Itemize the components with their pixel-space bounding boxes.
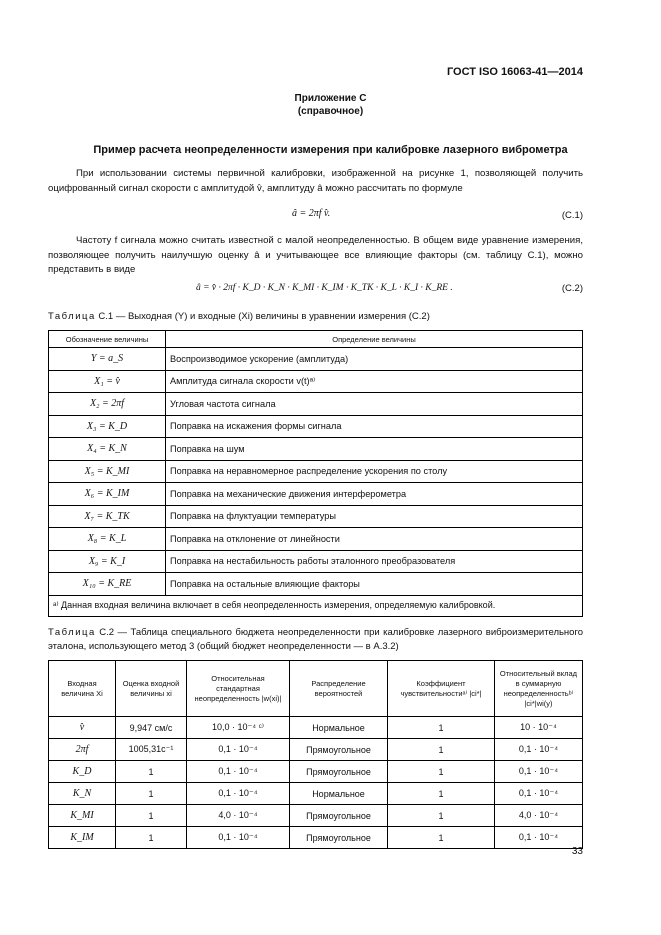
table-row bbox=[49, 483, 583, 506]
table-row bbox=[49, 370, 583, 393]
cell-uncertainty: 4,0 · 10⁻⁴ bbox=[187, 805, 290, 827]
section-title: Пример расчета неопределенности измерения при калибровке лазерного виброметра bbox=[93, 144, 568, 156]
cell-sensitivity: 1 bbox=[388, 827, 495, 849]
cell-uncertainty: 0,1 · 10⁻⁴ bbox=[187, 761, 290, 783]
table2-header-rel-uncertainty: Относительная стандартная неопределенность |w(xi)| bbox=[187, 661, 290, 717]
cell-uncertainty: 0,1 · 10⁻⁴ bbox=[187, 739, 290, 761]
table-row bbox=[49, 573, 583, 596]
quantity-symbol: X₉ = K_I bbox=[49, 550, 166, 573]
quantity-definition: Поправка на остальные влияющие факторы bbox=[166, 573, 583, 596]
table-row bbox=[49, 415, 583, 438]
quantity-symbol: X₅ = K_MI bbox=[49, 460, 166, 483]
cell-uncertainty: 0,1 · 10⁻⁴ bbox=[187, 783, 290, 805]
cell-input: K_IM bbox=[49, 827, 116, 849]
cell-input: K_MI bbox=[49, 805, 116, 827]
cell-sensitivity: 1 bbox=[388, 783, 495, 805]
table-row bbox=[49, 460, 583, 483]
table-row bbox=[49, 528, 583, 551]
table-row bbox=[49, 739, 583, 761]
table1-header-definition: Определение величины bbox=[166, 331, 583, 348]
quantity-symbol: Y = a_S bbox=[49, 348, 166, 371]
cell-contribution: 0,1 · 10⁻⁴ bbox=[495, 783, 583, 805]
cell-sensitivity: 1 bbox=[388, 717, 495, 739]
table-row bbox=[49, 761, 583, 783]
equation-number-c1: (С.1) bbox=[561, 210, 583, 221]
cell-input: K_N bbox=[49, 783, 116, 805]
equation-number-c2: (С.2) bbox=[561, 283, 583, 294]
cell-distribution: Нормальное bbox=[290, 717, 388, 739]
page-number: 33 bbox=[571, 846, 583, 857]
table-row bbox=[49, 783, 583, 805]
table-row bbox=[49, 438, 583, 461]
quantity-definition: Воспроизводимое ускорение (амплитуда) bbox=[166, 348, 583, 371]
table-row bbox=[49, 827, 583, 849]
table-row bbox=[49, 393, 583, 416]
cell-distribution: Прямоугольное bbox=[290, 761, 388, 783]
table1-label: Таблица bbox=[48, 311, 96, 322]
cell-contribution: 4,0 · 10⁻⁴ bbox=[495, 805, 583, 827]
table2-label: Таблица bbox=[48, 627, 96, 638]
quantity-symbol: X₄ = K_N bbox=[49, 438, 166, 461]
quantity-symbol: X₁ = v̂ bbox=[49, 370, 166, 393]
cell-sensitivity: 1 bbox=[388, 761, 495, 783]
table2-caption bbox=[48, 626, 583, 654]
cell-estimate: 1 bbox=[116, 783, 187, 805]
table-input-quantities bbox=[48, 330, 583, 617]
formula-c2: â = v̂ · 2πf · K_D · K_N · K_MI · K_IM · K_TK · K_L · K_I · K_RE . bbox=[196, 283, 453, 293]
table1-caption bbox=[48, 310, 583, 324]
quantity-symbol: X₇ = K_TK bbox=[49, 505, 166, 528]
cell-uncertainty: 10,0 · 10⁻⁴ ᶜ⁾ bbox=[187, 717, 290, 739]
cell-estimate: 1005,31с⁻¹ bbox=[116, 739, 187, 761]
cell-sensitivity: 1 bbox=[388, 739, 495, 761]
cell-contribution: 10 · 10⁻⁴ bbox=[495, 717, 583, 739]
table-uncertainty-budget bbox=[48, 660, 583, 849]
quantity-definition: Поправка на отклонение от линейности bbox=[166, 528, 583, 551]
formula-c1: â = 2πf v̂. bbox=[292, 208, 331, 219]
quantity-definition: Поправка на механические движения интерферометра bbox=[166, 483, 583, 506]
quantity-definition: Поправка на шум bbox=[166, 438, 583, 461]
table-row bbox=[49, 550, 583, 573]
table2-header-sensitivity: Коэффициент чувствительностиᵃ⁾ |ci*| bbox=[388, 661, 495, 717]
cell-distribution: Нормальное bbox=[290, 783, 388, 805]
cell-sensitivity: 1 bbox=[388, 805, 495, 827]
quantity-definition: Угловая частота сигнала bbox=[166, 393, 583, 416]
annex-title: Приложение С bbox=[294, 93, 367, 104]
table2-header-row bbox=[49, 661, 583, 717]
cell-estimate: 1 bbox=[116, 805, 187, 827]
standard-designation: ГОСТ ISO 16063-41—2014 bbox=[446, 66, 583, 78]
table1-footnote: ᵃ⁾ Данная входная величина включает в себя неопределенность измерения, определяемую калибровкой. bbox=[49, 595, 583, 616]
cell-contribution: 0,1 · 10⁻⁴ bbox=[495, 827, 583, 849]
table2-caption-text: С.2 — Таблица специального бюджета неопределенности при калибровке лазерного виброизмерительного эталона, использующего метод 3 (общий бюджет неопределенности — в А.3.2) bbox=[48, 627, 584, 652]
paragraph-1: При использовании системы первичной калибровки, изображенной на рисунке 1, позволяющей получить оцифрованный сигнал скорости с амплитудой v̂, амплитуду â можно рассчитать по формуле bbox=[48, 168, 583, 194]
cell-input: K_D bbox=[49, 761, 116, 783]
cell-distribution: Прямоугольное bbox=[290, 739, 388, 761]
quantity-symbol: X₆ = K_IM bbox=[49, 483, 166, 506]
cell-estimate: 1 bbox=[116, 761, 187, 783]
cell-uncertainty: 0,1 · 10⁻⁴ bbox=[187, 827, 290, 849]
quantity-symbol: X₈ = K_L bbox=[49, 528, 166, 551]
table1-footnote-row bbox=[49, 595, 583, 616]
quantity-definition: Поправка на неравномерное распределение ускорения по столу bbox=[166, 460, 583, 483]
quantity-symbol: X₁₀ = K_RE bbox=[49, 573, 166, 596]
table-row bbox=[49, 348, 583, 371]
table1-caption-text: С.1 — Выходная (Y) и входные (Xi) величины в уравнении измерения (С.2) bbox=[98, 311, 430, 322]
table-row bbox=[49, 717, 583, 739]
quantity-symbol: X₃ = K_D bbox=[49, 415, 166, 438]
paragraph-2: Частоту f сигнала можно считать известной с малой неопределенностью. В общем виде уравнение измерения, позволяющее получить наилучшую оценку â и учитывающее все влияющие факторы (см. таблицу С.1), можно представить в виде bbox=[48, 235, 583, 275]
quantity-symbol: X₂ = 2πf bbox=[49, 393, 166, 416]
table2-header-input: Входная величина Xi bbox=[49, 661, 116, 717]
table-row bbox=[49, 505, 583, 528]
table2-header-distribution: Распределение вероятностей bbox=[290, 661, 388, 717]
cell-estimate: 9,947 см/с bbox=[116, 717, 187, 739]
cell-contribution: 0,1 · 10⁻⁴ bbox=[495, 761, 583, 783]
cell-input: v̂ bbox=[49, 717, 116, 739]
table2-header-estimate: Оценка входной величины xi bbox=[116, 661, 187, 717]
cell-estimate: 1 bbox=[116, 827, 187, 849]
cell-distribution: Прямоугольное bbox=[290, 805, 388, 827]
table1-header-row bbox=[49, 331, 583, 348]
table-row bbox=[49, 805, 583, 827]
table1-header-symbol: Обозначение величины bbox=[49, 331, 166, 348]
cell-distribution: Прямоугольное bbox=[290, 827, 388, 849]
quantity-definition: Поправка на флуктуации температуры bbox=[166, 505, 583, 528]
cell-contribution: 0,1 · 10⁻⁴ bbox=[495, 739, 583, 761]
cell-input: 2πf bbox=[49, 739, 116, 761]
quantity-definition: Поправка на нестабильность работы эталонного преобразователя bbox=[166, 550, 583, 573]
table2-header-contribution: Относительный вклад в суммарную неопределенностьᵇ⁾ |ci*|wi(y) bbox=[495, 661, 583, 717]
quantity-definition: Поправка на искажения формы сигнала bbox=[166, 415, 583, 438]
quantity-definition: Амплитуда сигнала скорости v(t)ᵃ⁾ bbox=[166, 370, 583, 393]
annex-subtitle: (справочное) bbox=[297, 106, 364, 117]
